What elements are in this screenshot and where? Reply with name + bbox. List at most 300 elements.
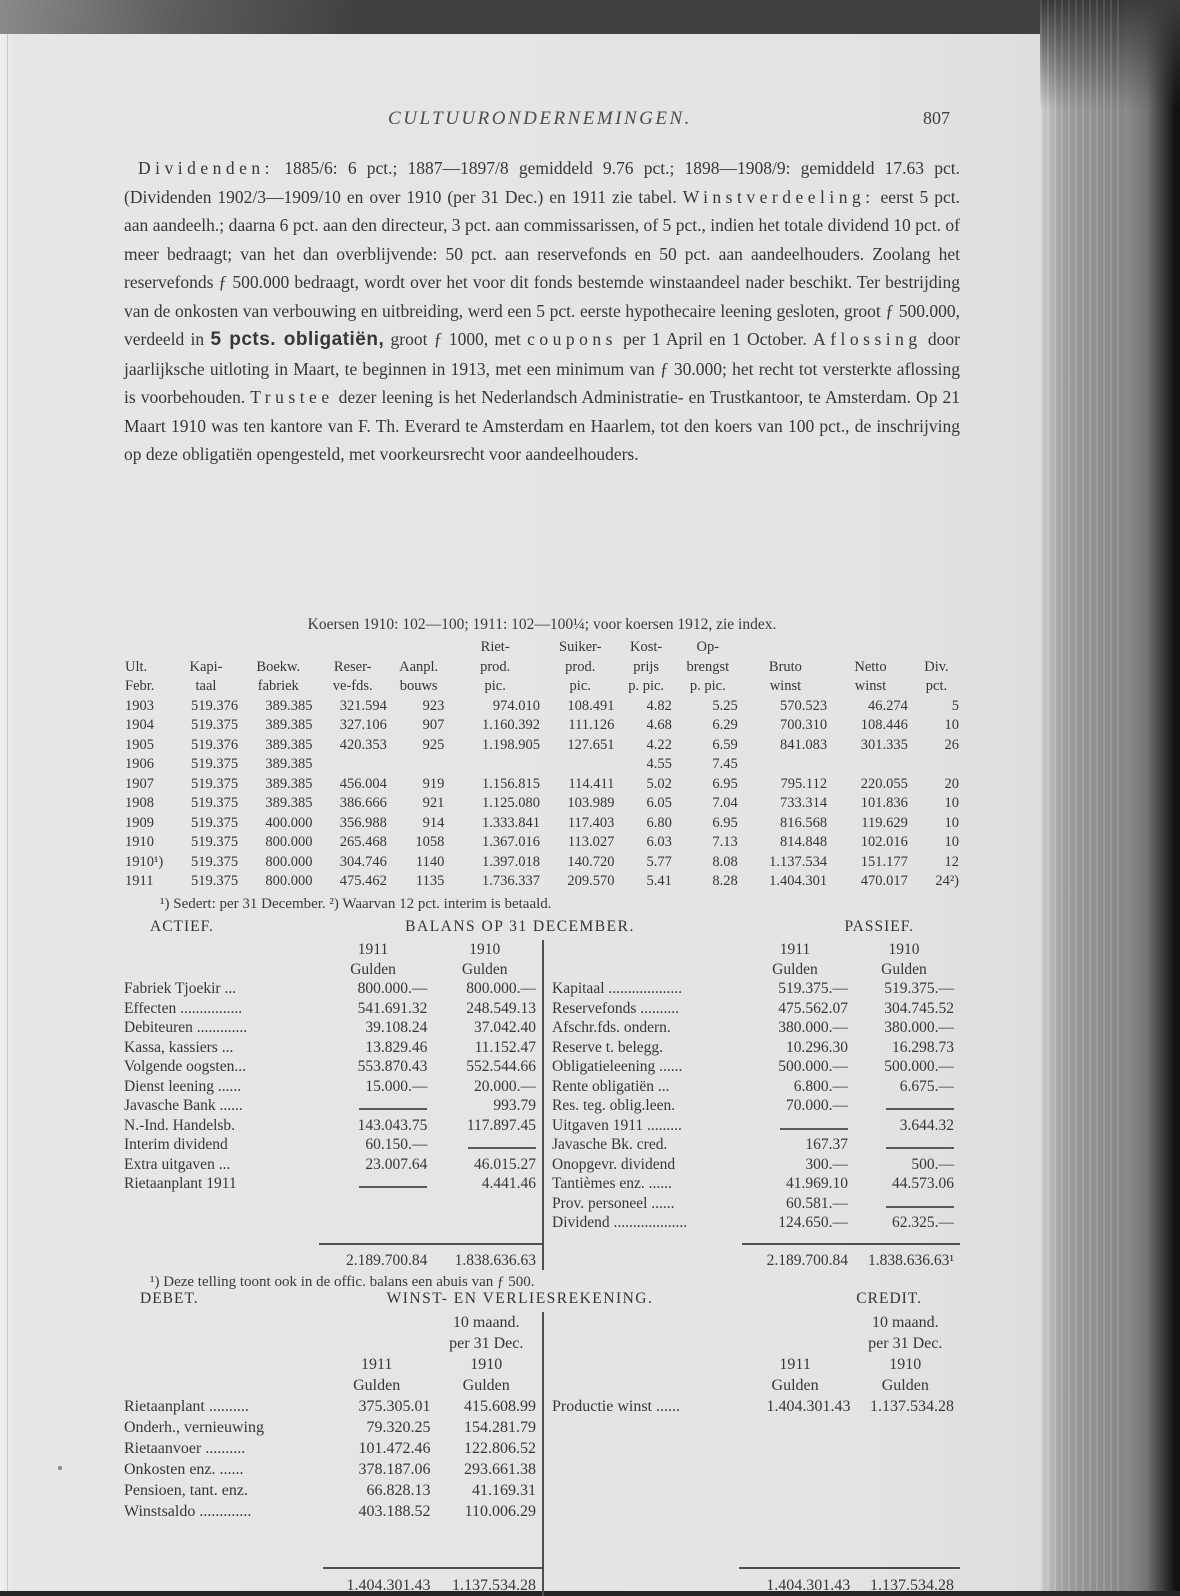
fin-value-cell: 110.006.29 [464, 1503, 536, 1520]
scan-speck [58, 1466, 62, 1470]
fin-value-cell: 541.691.32 [357, 999, 428, 1017]
results-cell: 6.95 [712, 775, 738, 792]
results-body [122, 697, 962, 892]
results-cell: 5.77 [646, 853, 672, 870]
results-row [122, 794, 962, 814]
results-header-cell: pic. [484, 678, 506, 694]
fin-row [124, 1396, 542, 1417]
results-cell: 4.22 [646, 736, 672, 753]
fin-head-cell: Gulden [881, 960, 927, 978]
fin-rows-table [552, 940, 960, 1233]
fin-value-cell: 60.581.— [786, 1194, 848, 1212]
passief-label: PASSIEF. [844, 918, 914, 935]
results-cell: 1.397.018 [482, 853, 541, 870]
results-cell: 700.310 [779, 717, 828, 733]
fin-label-cell: Prov. personeel ...... [552, 1194, 675, 1212]
fin-head-row [552, 1354, 960, 1375]
results-cell: 570.523 [779, 697, 828, 714]
fin-label-cell: Onderh., vernieuwing [124, 1419, 264, 1436]
results-header-cell: prod. [565, 658, 596, 675]
fin-value-cell: 143.043.75 [357, 1116, 428, 1134]
fin-value-cell: 154.281.79 [464, 1419, 536, 1436]
results-header-cell: pct. [925, 678, 948, 694]
fin-row [552, 1174, 960, 1194]
results-cell: 925 [422, 736, 445, 753]
empty-value-dash [886, 1098, 954, 1110]
fin-head-row [552, 940, 960, 960]
results-cell: 6.59 [712, 736, 738, 753]
results-cell: 111.126 [568, 717, 615, 733]
results-row [122, 736, 962, 756]
results-cell: 20 [944, 775, 959, 792]
fin-row [124, 1018, 542, 1038]
results-cell: 800.000 [265, 834, 313, 850]
empty-value-dash [359, 1176, 427, 1188]
results-cell: 10 [944, 717, 959, 733]
results-cell: 321.594 [339, 697, 387, 714]
results-header-cell: pic. [569, 678, 591, 694]
fin-total-label [552, 1568, 739, 1596]
results-cell: 114.411 [568, 775, 615, 792]
fin-value-cell: 44.573.06 [892, 1175, 954, 1192]
running-title: CULTUURONDERNEMINGEN. [388, 108, 692, 129]
fin-total-table [552, 1243, 960, 1271]
results-header-cell: Bruto [768, 658, 802, 675]
passief-column [542, 940, 960, 1270]
fin-value-cell: 800.000.— [357, 980, 428, 997]
fin-head-cell: Gulden [461, 960, 508, 978]
results-header-cell: winst [769, 678, 802, 694]
results-header-cell: winst [854, 678, 887, 694]
page-number: 807 [923, 108, 950, 128]
fin-label-cell: Fabriek Tjoekir ... [124, 980, 237, 997]
results-cell: 389.385 [265, 736, 313, 753]
results-cell: 304.746 [339, 853, 387, 870]
text-segment: 1885/6: 6 pct.; 1887—1897/8 gemiddeld 9.76 pct.; 1898—1908/9: gemiddeld 17.63 pct. (Dividenden 1902/3—1909/10 en over 1910 (per 31 Dec.) en 1911 zie tabel. [124, 158, 960, 207]
fin-rows-table [552, 1312, 960, 1417]
fin-total-cell: 1.404.301.43 [739, 1568, 857, 1596]
results-cell: 1911 [125, 873, 154, 889]
fin-value-cell [854, 1194, 960, 1214]
fin-subhead-row [124, 1333, 542, 1354]
results-cell: 1910 [125, 834, 154, 850]
results-cell: 301.335 [860, 736, 908, 753]
fin-head-row [124, 960, 542, 980]
credit-label: CREDIT. [856, 1290, 922, 1307]
fin-value-cell: 6.675.— [899, 1077, 954, 1095]
results-cell: 1908 [125, 795, 154, 811]
fin-row [124, 1438, 542, 1459]
text-segment: Dividenden: [138, 158, 275, 178]
fin-head-row [552, 960, 960, 980]
results-cell: 1.736.337 [482, 873, 541, 889]
results-cell: 519.376 [190, 697, 239, 714]
fin-body [552, 1396, 960, 1417]
fin-head-cell [552, 940, 742, 960]
results-header-cell [122, 638, 171, 658]
fin-row [552, 999, 960, 1019]
fin-total-label [552, 1244, 742, 1271]
results-cell: 1907 [125, 775, 154, 792]
fin-label-cell: Onopgevr. dividend [552, 1155, 676, 1173]
results-cell: 6.29 [712, 717, 738, 733]
results-cell: 456.004 [339, 775, 387, 792]
results-header-cell: taal [195, 678, 217, 694]
results-cell: 5 [951, 697, 959, 714]
koersen-line: Koersen 1910: 102—100; 1911: 102—100¼; voor koersen 1912, zie index. [307, 616, 777, 633]
fin-value-cell: 16.298.73 [892, 1038, 954, 1056]
fin-value-cell: 993.79 [493, 1097, 536, 1114]
results-cell [316, 755, 390, 775]
fin-value-cell: 66.828.13 [366, 1482, 431, 1499]
results-header-cell [911, 638, 962, 658]
fin-value-cell: 60.150.— [365, 1136, 428, 1153]
results-header-cell [741, 638, 830, 658]
results-cell: 1.333.841 [482, 814, 541, 831]
fin-total-cell: 1.137.534.28 [436, 1568, 542, 1596]
results-cell: 519.375 [190, 775, 239, 792]
empty-value-dash [780, 1118, 848, 1130]
fin-row [124, 1155, 542, 1175]
fin-value-cell: 41.169.31 [472, 1482, 536, 1499]
fin-value-cell: 500.— [911, 1155, 954, 1173]
results-cell: 420.353 [339, 736, 387, 753]
fin-value-cell: 800.000.— [466, 980, 536, 997]
fin-row [124, 1057, 542, 1077]
results-cell: 907 [422, 717, 445, 733]
results-header-cell: Div. [924, 658, 949, 675]
fin-value-cell: 11.152.47 [474, 1038, 536, 1056]
fin-label-cell: Dienst leening ...... [124, 1077, 242, 1095]
winst-verlies-table [124, 1312, 960, 1596]
fin-row [124, 1459, 542, 1480]
fin-value-cell: 10.296.30 [786, 1038, 848, 1056]
fin-value-cell: 4.441.46 [481, 1175, 536, 1192]
fin-total-cell: 1.838.636.63 [433, 1244, 542, 1271]
results-header-cell: Netto [854, 658, 887, 675]
results-cell: 1905 [125, 736, 154, 753]
results-header-cell [390, 638, 447, 658]
results-header-cell: Aanpl. [399, 658, 439, 675]
fin-total-cell: 2.189.700.84 [319, 1244, 434, 1271]
fin-label-cell: Rietaanplant 1911 [124, 1175, 237, 1192]
results-cell: 814.848 [779, 834, 828, 850]
results-header-cell: prod. [480, 658, 511, 675]
balans-heading-row [0, 918, 1040, 938]
balans-title: BALANS OP 31 DECEMBER. [405, 918, 635, 935]
results-cell: 4.55 [646, 756, 672, 772]
bold-phrase: 5 pcts. obligatiën, [210, 329, 385, 350]
fin-head-cell [552, 960, 742, 980]
results-cell: 4.82 [646, 697, 672, 714]
results-cell: 519.375 [190, 717, 239, 733]
fin-value-cell [433, 1135, 542, 1155]
fin-value-cell: 519.375.— [778, 980, 848, 997]
results-cell: 519.375 [190, 853, 239, 870]
results-header-cell: Suiker- [559, 639, 602, 655]
results-cell [911, 755, 962, 775]
results-cell: 6.80 [646, 814, 672, 831]
fin-value-cell: 378.187.06 [358, 1461, 431, 1478]
results-cell: 101.836 [860, 795, 908, 811]
fin-label-cell: Obligatieleening ...... [552, 1058, 683, 1075]
fin-value-cell: 46.015.27 [474, 1155, 536, 1173]
fin-label-cell: Effecten ................ [124, 999, 243, 1017]
balans-table [124, 940, 960, 1270]
fin-head-cell: 1911 [779, 1356, 811, 1373]
fin-head-cell: per 31 Dec. [868, 1335, 943, 1352]
results-cell: 914 [422, 814, 445, 831]
results-cell: 519.375 [190, 814, 239, 831]
fin-label-cell: Dividend ................... [552, 1214, 688, 1231]
results-header-cell: Ult. [125, 658, 148, 675]
debet-label: DEBET. [140, 1290, 199, 1307]
fin-label-cell: Kassa, kassiers ... [124, 1038, 234, 1056]
results-cell: 1.198.905 [482, 736, 541, 753]
fin-row [124, 1096, 542, 1116]
results-cell: 1140 [415, 853, 445, 870]
fin-value-cell [742, 1116, 854, 1136]
results-cell: 117.403 [567, 814, 615, 831]
empty-value-dash [886, 1137, 954, 1149]
fin-total-label [124, 1568, 323, 1596]
results-cell: 119.629 [861, 814, 908, 831]
results-row [122, 697, 962, 717]
fin-row [552, 1077, 960, 1097]
fin-label-cell: N.-Ind. Handelsb. [124, 1116, 236, 1134]
fin-row [552, 1213, 960, 1233]
results-cell: 108.491 [567, 697, 615, 714]
fin-row [552, 979, 960, 999]
results-cell: 1904 [125, 717, 154, 733]
fin-head-cell [740, 1333, 857, 1354]
results-header-cell: Boekw. [256, 658, 301, 675]
fin-label-cell: Reserve t. belegg. [552, 1038, 664, 1056]
fin-row [552, 1155, 960, 1175]
text-segment: dezer leening is het Nederlandsch Administratie- en Trustkantoor, te Amsterdam. Op 21 Maart 1910 was ten kantore van F. Th. Everard te Amsterdam en Haarlem, tot den koers van 100 pct., de inschrijving op deze obligatiën opengesteld, met voorkeursrecht voor aandeelhouders. [124, 387, 960, 464]
results-cell: 389.385 [265, 795, 313, 811]
results-cell: 389.385 [265, 717, 313, 733]
results-cell: 10 [944, 814, 959, 831]
text-segment: groot ƒ 1000, met [384, 329, 528, 349]
fin-total-row [124, 1568, 542, 1596]
fin-label-cell: Debiteuren ............. [124, 1019, 248, 1036]
results-header-cell: p. pic. [628, 678, 665, 694]
fin-value-cell: 380.000.— [778, 1019, 848, 1036]
results-cell: 265.468 [339, 834, 387, 850]
fin-value-cell: 552.544.66 [466, 1058, 536, 1075]
fin-value-cell: 248.549.13 [466, 999, 536, 1017]
fin-value-cell: 293.661.38 [464, 1461, 536, 1478]
fin-value-cell: 15.000.— [365, 1077, 428, 1095]
fin-total-label [124, 1244, 319, 1271]
fin-subhead-row [552, 1312, 960, 1333]
fin-label-cell: Extra uitgaven ... [124, 1155, 231, 1173]
fin-value-cell: 1.137.534.28 [870, 1398, 954, 1415]
fin-value-cell: 167.37 [805, 1136, 848, 1153]
text-segment: eerst 5 pct. aan aandeelh.; daarna 6 pct. aan den directeur, 3 pct. aan commissarissen, of 5 pct., indien het totale dividend 10 pct. of meer bedraagt; van het dan overblijvende: 50 pct. aan reservefonds en 50 pct. aan aandeelhouders. Zoolang het reservefonds ƒ 500.000 bedraagt, wordt over het voor dit fonds bestemde winstaandeel nader beschikt. Ter bestrijding van de onkosten van verbouwing en uitbreiding, werd een 5 pct. eerste hypothecaire leening gesloten, groot ƒ 500.000, verdeeld in [124, 186, 960, 349]
results-row [122, 833, 962, 853]
actief-label: ACTIEF. [150, 918, 214, 935]
fin-value-cell [319, 1096, 434, 1116]
fin-total-cell: 2.189.700.84 [742, 1244, 854, 1271]
results-footnote: ¹) Sedert: per 31 December. ²) Waarvan 12 pct. interim is betaald. [160, 896, 552, 912]
fin-label-cell: Rietaanplant .......... [124, 1398, 249, 1415]
results-cell: 12 [944, 853, 959, 870]
fin-label-cell: Reservefonds .......... [552, 999, 679, 1017]
results-cell: 26 [944, 736, 959, 753]
results-cell: 5.25 [712, 697, 738, 714]
results-cell: 24²) [935, 873, 959, 889]
results-cell: 470.017 [860, 873, 908, 889]
results-header-row [122, 658, 962, 678]
fin-value-cell: 41.969.10 [786, 1175, 848, 1192]
results-cell: 841.083 [779, 736, 828, 753]
results-cell: 800.000 [265, 853, 313, 870]
fin-head-cell: Gulden [350, 960, 396, 978]
results-header-row [122, 677, 962, 697]
fin-label-cell: Javasche Bank ...... [124, 1097, 243, 1114]
results-cell: 220.055 [860, 775, 908, 792]
results-cell: 1910¹) [125, 853, 164, 870]
text-segment: door jaarlijksche uitloting in Maart, te beginnen in 1913, met een minimum van ƒ 30.000; het recht tot versterkte aflossing is voorbehouden. [124, 329, 961, 407]
running-header [120, 108, 960, 132]
fin-row [552, 1038, 960, 1058]
empty-value-dash [468, 1137, 536, 1149]
fin-value-cell: 519.375.— [884, 980, 954, 997]
results-cell: 974.010 [492, 697, 541, 714]
fin-head-cell: per 31 Dec. [449, 1335, 524, 1352]
results-cell: 1909 [125, 814, 154, 831]
fin-body [124, 979, 542, 1194]
results-cell: 919 [422, 775, 445, 792]
fin-head-row [552, 1375, 960, 1396]
fin-label-cell: Interim dividend [124, 1136, 228, 1153]
results-cell: 6.03 [646, 834, 672, 850]
fin-value-cell: 13.829.46 [365, 1038, 428, 1056]
fin-value-cell: 20.000.— [474, 1077, 536, 1095]
photo-background-top [0, 0, 1180, 34]
fin-head-cell [740, 1312, 857, 1333]
book-page [0, 34, 1040, 1594]
debet-column [124, 1312, 542, 1596]
results-cell: 386.666 [339, 795, 387, 811]
results-cell: 1058 [415, 834, 445, 850]
fin-label-cell: Rente obligatiën ... [552, 1077, 670, 1095]
fin-value-cell: 475.562.07 [778, 999, 848, 1017]
fin-head-cell: 1911 [357, 941, 389, 958]
results-cell: 389.385 [265, 697, 313, 714]
fin-value-cell: 1.404.301.43 [766, 1398, 851, 1415]
results-cell: 389.385 [265, 775, 313, 792]
fin-head-cell: 10 maand. [871, 1314, 939, 1331]
fin-total-row [552, 1568, 960, 1596]
results-cell: 1.137.534 [769, 853, 828, 870]
fin-head-cell: Gulden [353, 1377, 401, 1394]
fin-label-cell: Tantièmes enz. ...... [552, 1175, 672, 1192]
results-cell: 519.375 [190, 834, 239, 850]
fin-total-cell: 1.137.534.28 [856, 1568, 960, 1596]
fin-label-cell: Afschr.fds. ondern. [552, 1019, 671, 1036]
results-cell: 7.45 [712, 756, 738, 772]
fin-value-cell [319, 1174, 434, 1194]
fin-total-table [124, 1567, 542, 1596]
winst-verlies-title: WINST- EN VERLIESREKENING. [386, 1290, 654, 1307]
results-table [122, 638, 962, 892]
results-cell: 140.720 [567, 853, 615, 870]
results-cell: 1.404.301 [769, 873, 828, 889]
fin-value-cell [854, 1135, 960, 1155]
fin-value-cell: 124.650.— [778, 1214, 848, 1231]
results-cell [830, 755, 911, 775]
results-cell: 1135 [415, 873, 445, 889]
fin-head-cell: 1910 [470, 1356, 503, 1373]
fin-label-cell: Volgende oogsten... [124, 1058, 246, 1075]
results-head [122, 638, 962, 697]
fin-head-row [124, 940, 542, 960]
actief-column [124, 940, 542, 1270]
fin-head [552, 940, 960, 979]
fin-row [124, 1077, 542, 1097]
results-row [122, 872, 962, 892]
fin-row [124, 1135, 542, 1155]
fin-value-cell: 380.000.— [884, 1019, 954, 1036]
results-cell: 127.651 [567, 736, 615, 753]
fin-value-cell: 500.000.— [884, 1058, 954, 1075]
fin-head-cell: 1910 [889, 1356, 922, 1373]
fin-head-cell [552, 1312, 740, 1333]
results-cell: 10 [944, 795, 959, 811]
results-cell: 113.027 [567, 834, 615, 850]
fin-label-cell: Res. teg. oblig.leen. [552, 1097, 676, 1114]
fin-value-cell [854, 1096, 960, 1116]
results-cell: 800.000 [265, 873, 313, 889]
results-cell [447, 755, 543, 775]
fin-head-cell: 1911 [360, 1356, 393, 1373]
results-cell: 46.274 [868, 697, 908, 714]
results-header-row [122, 638, 962, 658]
fin-head [124, 940, 542, 979]
fin-subhead-row [552, 1333, 960, 1354]
fin-head-cell: 1910 [469, 941, 501, 958]
fin-total-cell: 1.838.636.63¹ [854, 1244, 960, 1271]
fin-total-row [552, 1244, 960, 1271]
winst-verlies-heading-row [0, 1290, 1040, 1310]
fin-value-cell: 70.000.— [786, 1097, 848, 1114]
fin-total-table [124, 1243, 542, 1271]
results-cell: 1903 [125, 697, 154, 714]
results-row [122, 853, 962, 873]
fin-value-cell: 39.108.24 [365, 1019, 428, 1036]
fin-head-cell: 10 maand. [452, 1314, 520, 1331]
fin-value-cell: 300.— [805, 1155, 848, 1173]
results-cell: 108.446 [860, 717, 908, 733]
results-cell: 1.367.016 [482, 834, 541, 850]
book-page-edges [1040, 0, 1180, 1591]
empty-value-dash [359, 1098, 427, 1110]
fin-value-cell: 403.188.52 [358, 1503, 431, 1520]
fin-head-cell: Gulden [881, 1377, 929, 1394]
credit-column [542, 1312, 960, 1596]
fin-label-cell: Kapitaal ................... [552, 980, 683, 997]
results-cell: 356.988 [339, 814, 387, 831]
fin-value-cell: 304.745.52 [884, 999, 954, 1017]
results-row [122, 814, 962, 834]
fin-head-cell: Gulden [772, 960, 818, 978]
fin-label-cell: Pensioen, tant. enz. [124, 1482, 248, 1499]
results-cell: 8.08 [712, 853, 738, 870]
fin-label-cell: Uitgaven 1911 ......... [552, 1116, 682, 1134]
